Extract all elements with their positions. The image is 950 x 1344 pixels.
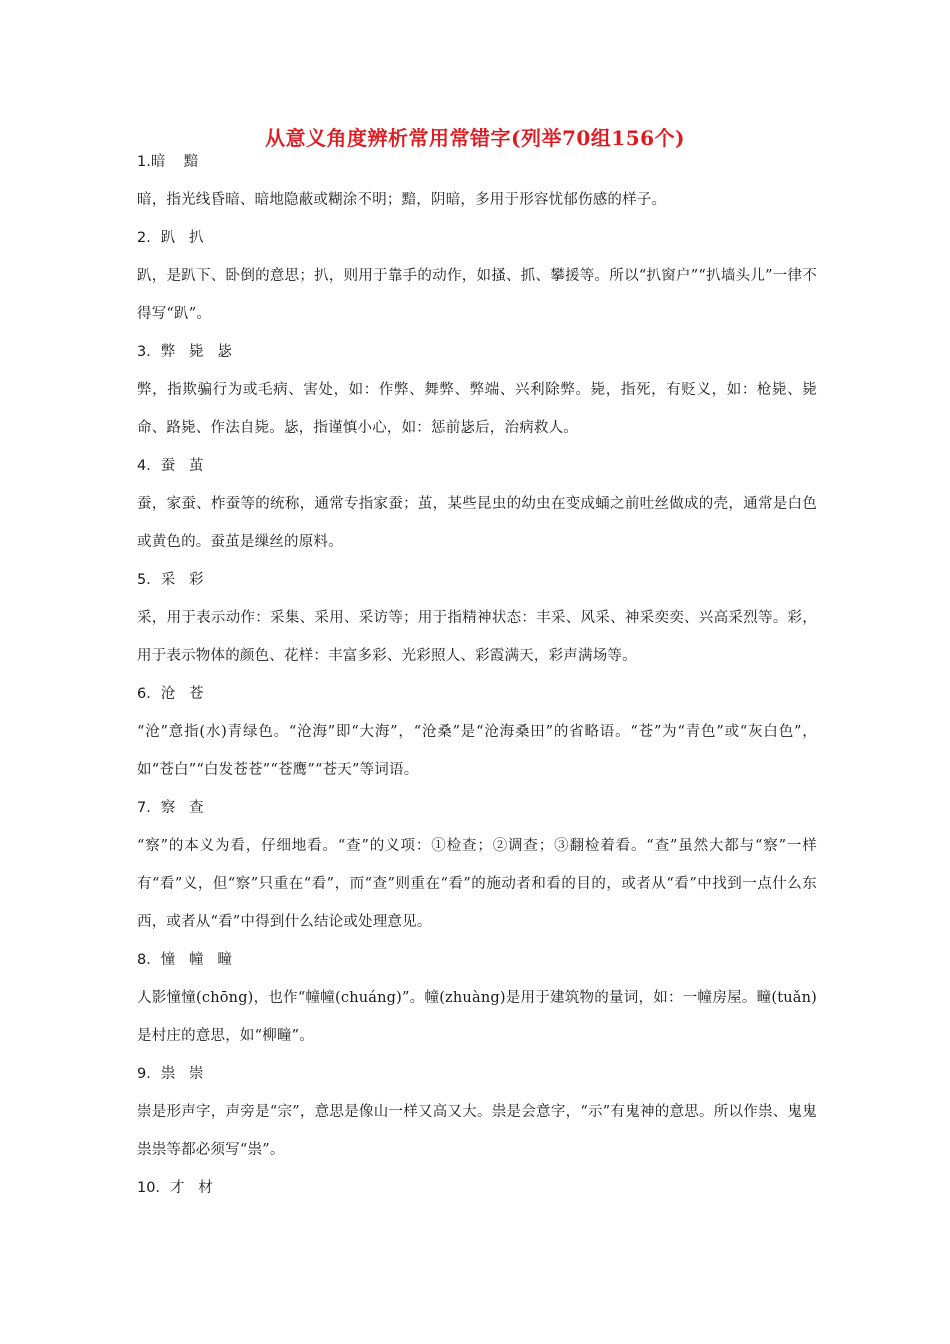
- entry-heading: 3．弊 毙 毖: [137, 344, 232, 360]
- entry-text: 崇是形声字，声旁是“宗”，意思是像山一样又高又大。祟是会意字，“示”有鬼神的意思。所以作祟、鬼鬼祟祟等都必须写“祟”。: [137, 1104, 817, 1158]
- entry-text: 趴，是趴下、卧倒的意思；扒，则用于靠手的动作，如搔、抓、攀援等。所以“扒窗户”“扒墙头儿”一律不得写“趴”。: [137, 268, 817, 322]
- entry-text: 弊，指欺骗行为或毛病、害处，如：作弊、舞弊、弊端、兴利除弊。毙，指死，有贬义，如：枪毙、毙命、路毙、作法自毙。毖，指谨慎小心，如：惩前毖后，治病救人。: [137, 382, 817, 436]
- entry-text: 人影憧憧(chōng)，也作“幢幢(chuáng)”。幢(zhuàng)是用于建筑物的量词，如：一幢房屋。疃(tuǎn)是村庄的意思，如“柳疃”。: [137, 990, 817, 1044]
- page-title: 从意义角度辨析常用常错字(列举70组156个): [264, 126, 685, 150]
- entry-heading: 5．采 彩: [137, 572, 204, 588]
- entry-text: “察”的本义为看，仔细地看。“查”的义项：①检查；②调查；③翻检着看。“查”虽然大都与“察”一样有“看”义，但“察”只重在“看”，而“查”则重在“看”的施动者和看的目的，或者从“看”中找到一点什么东西，或者从“看”中得到什么结论或处理意见。: [137, 838, 817, 930]
- entry-text: 采，用于表示动作：采集、采用、采访等；用于指精神状态：丰采、风采、神采奕奕、兴高采烈等。彩，用于表示物体的颜色、花样：丰富多彩、光彩照人、彩霞满天，彩声满场等。: [137, 610, 817, 664]
- entry-text: “沧”意指(水)青绿色。“沧海”即“大海”，“沧桑”是“沧海桑田”的省略语。“苍”为“青色”或“灰白色”，如“苍白”“白发苍苍”“苍鹰”“苍天”等词语。: [137, 724, 817, 778]
- entry-heading: 10．才 材: [137, 1180, 213, 1196]
- entry-text: 暗，指光线昏暗、暗地隐蔽或糊涂不明；黯，阴暗，多用于形容忧郁伤感的样子。: [137, 192, 667, 208]
- entry-list: [137, 150, 817, 1214]
- entry-heading: 1.暗 黯: [137, 154, 199, 170]
- entry-text: 蚕，家蚕、柞蚕等的统称，通常专指家蚕；茧，某些昆虫的幼虫在变成蛹之前吐丝做成的壳，通常是白色或黄色的。蚕茧是缫丝的原料。: [137, 496, 817, 550]
- entry-heading: 8．憧 幢 疃: [137, 952, 232, 968]
- entry-heading: 2．趴 扒: [137, 230, 204, 246]
- entry-heading: 6．沧 苍: [137, 686, 204, 702]
- entry-heading: 4．蚕 茧: [137, 458, 204, 474]
- entry-heading: 9．祟 崇: [137, 1066, 204, 1082]
- entry-heading: 7．察 查: [137, 800, 204, 816]
